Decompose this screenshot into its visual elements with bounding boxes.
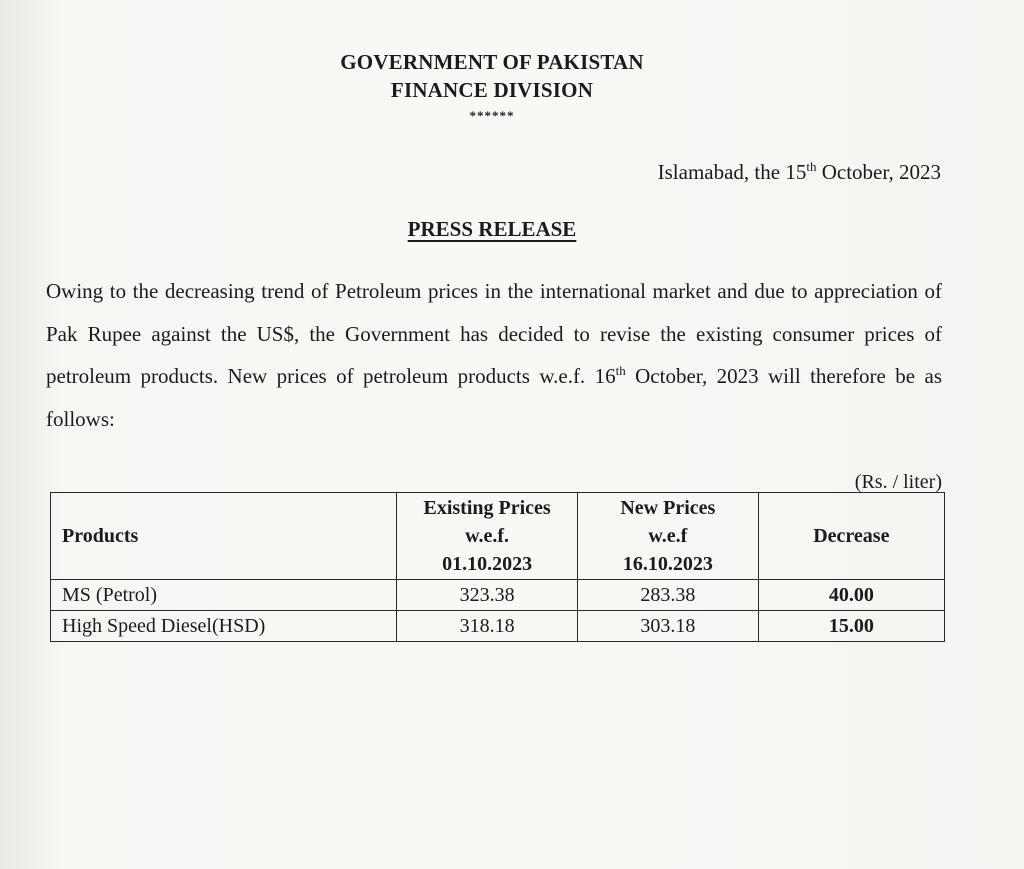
body-part-2: October, 2023 will therefore be as follows: xyxy=(46,364,942,431)
table-row xyxy=(51,580,945,611)
body-paragraph xyxy=(46,270,942,440)
existing-price-cell: 323.38 xyxy=(397,580,578,611)
header-existing-line1: Existing Prices xyxy=(423,497,551,519)
product-cell: MS (Petrol) xyxy=(51,580,397,611)
heading-separator: ****** xyxy=(469,108,515,123)
document-title-text: PRESS RELEASE xyxy=(407,217,577,241)
dateline-rest: October, 2023 xyxy=(816,160,941,184)
dateline xyxy=(658,160,941,185)
header-decrease: Decrease xyxy=(758,493,944,580)
division-heading: FINANCE DIVISION xyxy=(390,78,594,102)
government-heading: GOVERNMENT OF PAKISTAN xyxy=(340,50,644,74)
unit-label: (Rs. / liter) xyxy=(854,471,942,493)
header-new-line2: w.e.f xyxy=(648,525,688,547)
header-existing-line3: 01.10.2023 xyxy=(442,553,533,575)
body-ordinal: th xyxy=(615,363,626,378)
new-price-cell: 283.38 xyxy=(577,580,758,611)
decrease-cell: 40.00 xyxy=(758,580,944,611)
new-price-cell: 303.18 xyxy=(577,611,758,642)
header-existing-prices xyxy=(397,493,578,580)
decrease-cell: 15.00 xyxy=(758,611,944,642)
existing-price-cell: 318.18 xyxy=(397,611,578,642)
header-products: Products xyxy=(51,493,397,580)
header-new-line3: 16.10.2023 xyxy=(622,553,713,575)
document-title xyxy=(0,217,984,242)
product-cell: High Speed Diesel(HSD) xyxy=(51,611,397,642)
table-row xyxy=(51,611,945,642)
dateline-ordinal: th xyxy=(806,159,817,174)
dateline-prefix: Islamabad, the 15 xyxy=(657,160,807,184)
table-header-row xyxy=(51,493,945,580)
price-table xyxy=(50,492,945,642)
header-new-line1: New Prices xyxy=(620,497,716,519)
header-new-prices xyxy=(577,493,758,580)
body-part-1: Owing to the decreasing trend of Petroleum prices in the international market and due to appreciation of Pak Rupee against the US$, the Government has decided to revise the existing consumer prices of petroleum products. New prices of petroleum products w.e.f. 16 xyxy=(46,279,942,388)
header-existing-line2: w.e.f. xyxy=(465,525,510,547)
